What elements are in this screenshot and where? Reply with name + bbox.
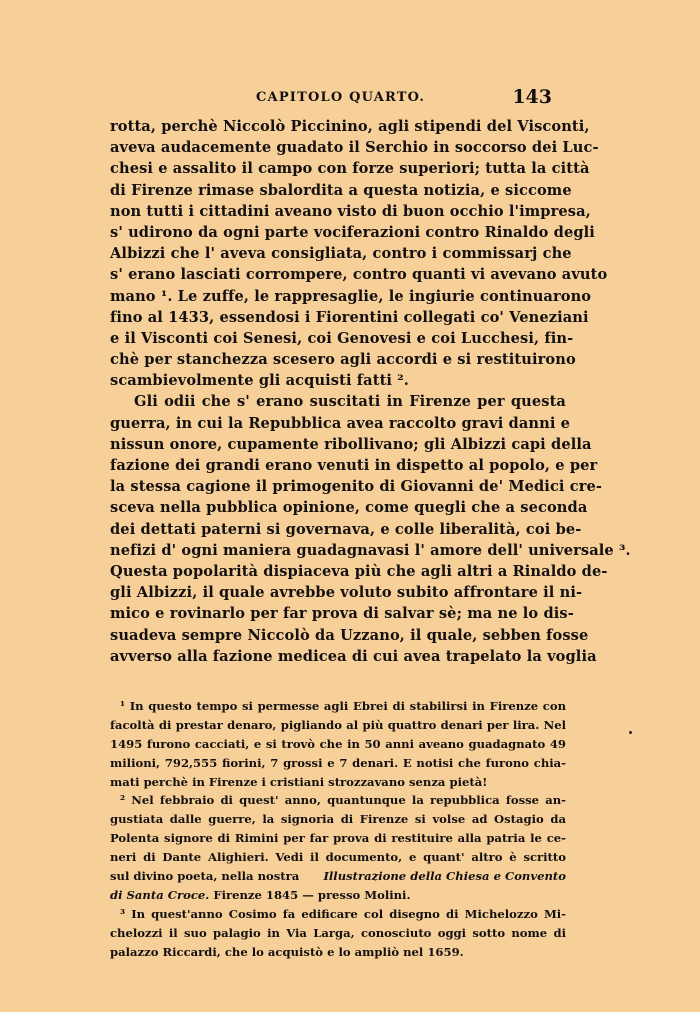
text-line: fazione dei grandi erano venuti in dispetto al popolo, e per	[110, 457, 598, 474]
text-line: la stessa cagione il primogenito di Giovanni de' Medici cre-	[110, 478, 603, 496]
text-line: rotta, perchè Niccolò Piccinino, agli stipendi del Visconti,	[110, 118, 590, 135]
text-line: avverso alla fazione medicea di cui avea trapelato la voglia	[110, 647, 597, 665]
text-line: s' udirono da ogni parte vociferazioni contro Rinaldo degli	[110, 223, 595, 241]
footnote-line: 1495 furono cacciati, e si trovò che in 50 anni aveano guadagnato 49	[110, 736, 566, 751]
running-head	[114, 88, 562, 108]
footnote-italic-title: Illustrazione della Chiesa e Convento	[323, 869, 566, 884]
footnote-fragment: Firenze 1845 — presso Molini.	[213, 887, 411, 902]
footnote-line: gustiata dalle guerre, la signoria di Firenze si volse ad Ostagio da	[110, 812, 566, 827]
text-line: fino al 1433, essendosi i Fiorentini collegati co' Veneziani	[110, 308, 589, 326]
text-line: chesi e assalito il campo con forze superiori; tutta la città	[110, 160, 590, 178]
footnote-fragment: sul divino poeta, nella nostra	[110, 869, 300, 884]
footnote-line: Polenta signore di Rimini per far prova di restituire alla patria le ce-	[110, 831, 566, 846]
text-line: sceva nella pubblica opinione, come quegli che a seconda	[110, 499, 588, 517]
footnote-line-mixed	[110, 886, 566, 905]
text-line: nissun onore, cupamente ribollivano; gli Albizzi capi della	[110, 435, 592, 453]
chapter-title: CAPITOLO QUARTO.	[256, 90, 426, 105]
footnote-line: chelozzi il suo palagio in Via Larga, conosciuto oggi sotto nome di	[110, 925, 566, 940]
text-line: Albizzi che l' aveva consigliata, contro i commissarj che	[110, 245, 572, 263]
margin-speck	[629, 731, 632, 734]
footnotes	[110, 697, 566, 961]
footnote-line: facoltà di prestar denaro, pigliando al più quattro denari per lira. Nel	[110, 717, 566, 732]
footnote-line: neri di Dante Alighieri. Vedi il documento, e quant' altro è scritto	[110, 850, 566, 865]
footnote-line: ³ In quest'anno Cosimo fa edificare col disegno di Michelozzo Mi-	[120, 906, 566, 921]
footnote-line: milioni, 792,555 fiorini, 7 grossi e 7 denari. E notisi che furono chia-	[110, 755, 566, 770]
footnote-line-mixed	[110, 867, 566, 886]
text-line: chè per stanchezza scesero agli accordi e si restituirono	[110, 351, 576, 369]
text-line: guerra, in cui la Repubblica avea raccolto gravi danni e	[110, 414, 571, 432]
text-line: scambievolmente gli acquisti fatti ².	[110, 372, 409, 390]
text-line: mano ¹. Le zuffe, le rappresaglie, le ingiurie continuarono	[110, 287, 592, 305]
text-line: nefizi d' ogni maniera guadagnavasi l' amore dell' universale ³.	[110, 541, 631, 559]
text-line: mico e rovinarlo per far prova di salvar sè; ma ne lo dis-	[110, 605, 574, 623]
text-line: di Firenze rimase sbalordita a questa notizia, e siccome	[110, 181, 572, 199]
footnote-line: palazzo Riccardi, che lo acquistò e lo ampliò nel 1659.	[110, 944, 464, 959]
footnote-line: ² Nel febbraio di quest' anno, quantunque la repubblica fosse an-	[120, 793, 566, 808]
text-line: aveva audacemente guadato il Serchio in soccorso dei Luc-	[110, 139, 599, 157]
text-line: s' erano lasciati corrompere, contro quanti vi avevano avuto	[110, 266, 608, 284]
text-line: e il Visconti coi Senesi, coi Genovesi e coi Lucchesi, fin-	[110, 329, 574, 347]
footnote-line: ¹ In questo tempo si permesse agli Ebrei di stabilirsi in Firenze con	[120, 699, 566, 713]
text-line: suadeva sempre Niccolò da Uzzano, il quale, sebben fosse	[110, 626, 589, 644]
text-line: dei dettati paterni si governava, e colle liberalità, coi be-	[110, 520, 582, 538]
text-line: gli Albizzi, il quale avrebbe voluto subito affrontare il ni-	[110, 584, 583, 602]
paragraph-start-line: Gli odii che s' erano suscitati in Firenze per questa	[134, 393, 566, 411]
footnote-line: mati perchè in Firenze i cristiani strozzavano senza pietà!	[110, 774, 488, 789]
page-number: 143	[512, 86, 552, 108]
main-text	[110, 116, 631, 667]
text-line: Questa popolarità dispiaceva più che agli altri a Rinaldo de-	[110, 562, 608, 580]
footnote-italic-title: di Santa Croce.	[110, 887, 210, 902]
text-line: non tutti i cittadini aveano visto di buon occhio l'impresa,	[110, 202, 591, 220]
